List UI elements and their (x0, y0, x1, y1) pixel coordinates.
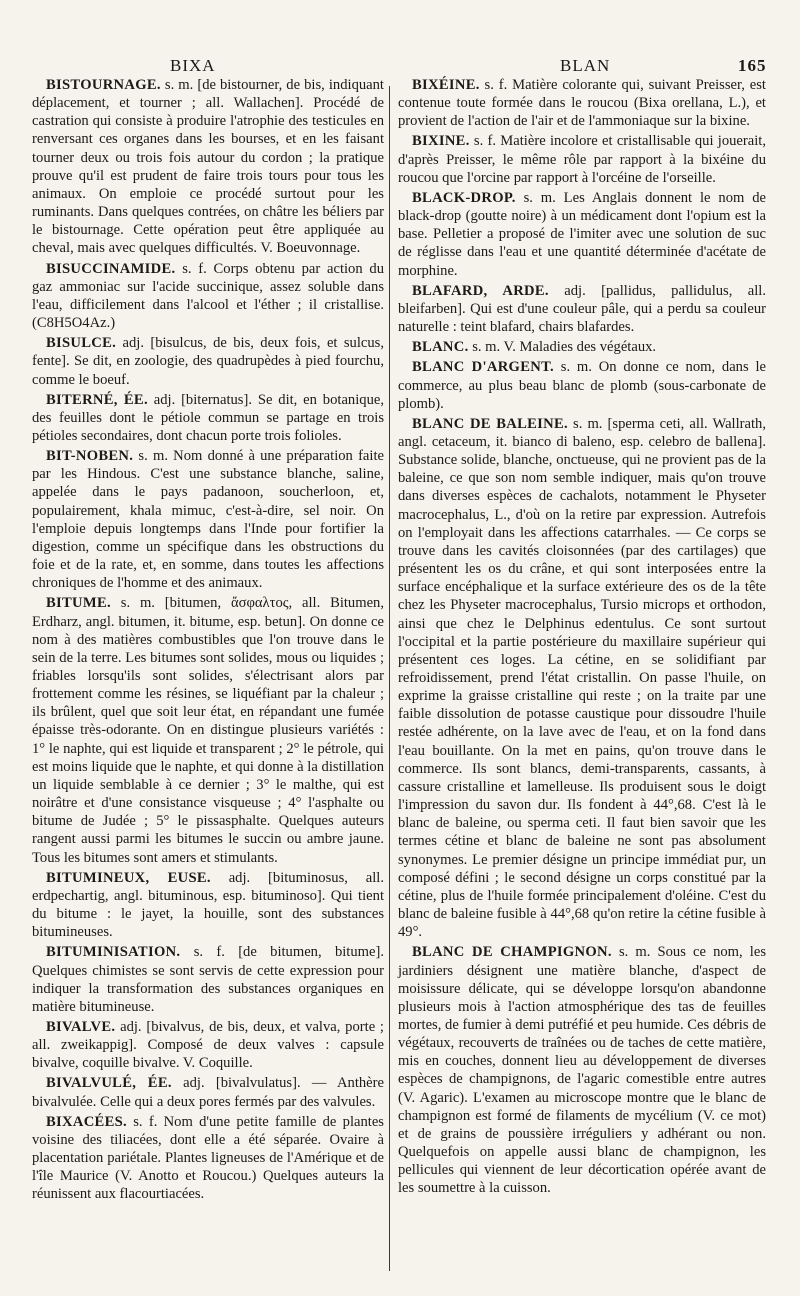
dictionary-entry (32, 1018, 384, 1072)
running-head-right: BLAN (560, 56, 611, 75)
entry-definition: s. f. Corps obtenu par action du gaz ammoniac sur l'acide succinique, assez soluble dans l'eau, difficilement dans l'alcool et l'éther ; il cristallise. (C8H5O4Az.) (32, 260, 384, 332)
entry-definition: s. f. [de bitumen, bitume]. Quelques chimistes se sont servis de cette expression pour indiquer la transformation des substances organiques en matière bitumineuse. (32, 944, 384, 1015)
dictionary-entry (398, 338, 766, 356)
entry-headword: BLANC DE BALEINE. (412, 415, 568, 432)
entry-headword: BITUME. (46, 595, 111, 612)
dictionary-entry (32, 334, 384, 388)
entry-definition: adj. [pallidus, pallidulus, all. bleifarben]. Qui est d'une couleur pâle, qui a perdu sa couleur naturelle : teint blafard, chairs blafardes. (398, 282, 766, 336)
dictionary-entry (32, 943, 384, 1016)
entry-definition: s. m. [bitumen, ἄσφαλτος, all. Bitumen, Erdharz, angl. bitumen, it. bitume, esp. betun]. On donne ce nom à des matières combustibles que l'on trouve dans le sein de la terre. Les bitumes sont solides, mous ou liquides ; friables lorsqu'ils sont solides, s'électrisant alors par frottement comme les résines, se liquéfiant par la chaleur ; ils brûlent, quel que soit leur état, en répandant une fumée épaisse très-odorante. On en distingue plusieurs variétés : 1° le naphte, qui est liquide et transparent ; 2° le pétrole, qui est moins liquide que le naphte, et qui donne à la distillation un liquide semblable à ce dernier ; 3° le malthe, qui est noirâtre et d'une consistance visqueuse ; 4° l'asphalte ou bitume de Judée ; 5° le pissasphalte. Quelques auteurs rangent aussi parmi les bitumes le succin ou ambre jaune. Tous les bitumes sont amers et stimulants. (32, 595, 384, 866)
dictionary-entry (32, 447, 384, 592)
running-head-left: BIXA (170, 56, 216, 75)
entry-definition: s. m. Nom donné à une préparation faite par les Hindous. C'est une substance blanche, saline, appelée dans le pays padanoon, soucherloon, et, populairement, khala mimuc, c'est-à-dire, sel noir. On l'emploie depuis longtemps dans l'Inde pour fortifier la digestion, comme un spécifique dans les obstructions du foie et de la rate, et, en somme, dans toutes les affections chroniques de l'homme et des animaux. (32, 448, 384, 592)
entry-headword: BIVALVULÉ, ÉE. (46, 1075, 172, 1092)
entry-definition: s. m. On donne ce nom, dans le commerce, au plus beau blanc de plomb (sous-carbonate de plomb). (398, 359, 766, 412)
entry-definition: s. m. Les Anglais donnent le nom de black-drop (goutte noire) à un médicament dont l'opium est la base. Pelletier a proposé de l'imiter avec une solution de suc de réglisse dans l'eau et une quantité déterminée d'acétate de morphine. (398, 189, 766, 279)
dictionary-entry (32, 391, 384, 445)
dictionary-entry (398, 189, 766, 280)
dictionary-entry (32, 1074, 384, 1110)
entry-definition: s. f. Matière colorante qui, suivant Preisser, est contenue toute formée dans le roucou (Bixa orellana, L.), et provient de l'action de l'air et de l'ammoniaque sur la bixine. (398, 77, 766, 130)
dictionary-entry (32, 594, 384, 866)
dictionary-entry (398, 282, 766, 336)
dictionary-entry (32, 1113, 384, 1204)
entry-headword: BITUMINEUX, EUSE. (46, 869, 211, 886)
dictionary-entry (398, 415, 766, 942)
entry-definition: s. f. Matière incolore et cristallisable qui jouerait, d'après Preisser, le même rôle par rapport à la bixéine du roucou que l'orcine par rapport à l'orcéine de l'orseille. (398, 133, 766, 186)
entry-headword: BLANC DE CHAMPIGNON. (412, 944, 612, 961)
entry-definition: s. m. Sous ce nom, les jardiniers désignent une matière blanche, d'aspect de moisissure délicate, qui se développe lorsqu'on abandonne plusieurs mois à l'action atmosphérique des tas de feuilles mortes, de fumier à demi putréfié et peu humide. Ces débris de végétaux, recouverts de traînées ou de taches de cette matière, mis en couches, donnent lieu au développement de diverses espèces de champignons, de l'agaric comestible entre autres (V. Agaric). L'examen au microscope montre que le blanc de champignon est formé de filaments de mycélium (V. ce mot) et de grains de poussière irréguliers y adhérant ou non. Quelquefois on appelle aussi blanc de champignon, les pellicules qui viennent de leur décortication opérée avant de les soumettre à la cuisson. (398, 944, 766, 1197)
entry-definition: s. f. Nom d'une petite famille de plantes voisine des tiliacées, dont elle a été séparée. Ovaire à placentation pariétale. Plantes ligneuses de l'Amérique et de l'île Maurice (V. Anotto et Roucou.) Quelques auteurs la réunissent aux flacourtiacées. (32, 1113, 384, 1203)
column-divider (389, 86, 390, 1271)
left-column (32, 76, 384, 1206)
right-column (398, 76, 766, 1200)
entry-headword: BITERNÉ, ÉE. (46, 391, 148, 408)
dictionary-entry (398, 132, 766, 186)
entry-definition: s. m. [de bistourner, de bis, indiquant déplacement, et tourner ; all. Wallachen]. Procédé de castration qui consiste à produire l'atrophie des testicules en renversant ces organes dans les bourses, et en les faisant tourner deux ou trois fois autour du cordon ; la pratique prouve qu'il est prudent de faire trois tours pour tous les animaux. On emploie ce procédé surtout pour les ruminants. Dans quelques contrées, on châtre les béliers par le bistournage. Cette opération peut être appliquée au cheval, mais avec quelques difficultés. V. Boeuvonnage. (32, 77, 384, 257)
entry-headword: BIXÉINE. (412, 77, 480, 93)
entry-definition: adj. [bituminosus, all. erdpechartig, angl. bituminous, esp. bituminoso]. Qui tient du bitume : le jayet, la houille, sont des substances bitumineuses. (32, 869, 384, 941)
entry-headword: BLACK-DROP. (412, 189, 516, 206)
entry-definition: adj. [bivalvus, de bis, deux, et valva, porte ; all. zweikappig]. Composé de deux valves : capsule bivalve, coquille bivalve. V. Coquille. (32, 1018, 384, 1072)
entry-headword: BLANC. (412, 339, 469, 356)
dictionary-entry (398, 76, 766, 130)
page-number: 165 (738, 56, 767, 75)
dictionary-entry (32, 869, 384, 942)
entry-headword: BISULCE. (46, 335, 117, 352)
dictionary-entry (32, 76, 384, 258)
dictionary-entry (398, 943, 766, 1197)
entry-headword: BLANC D'ARGENT. (412, 359, 554, 376)
entry-definition: adj. [bivalvulatus]. — Anthère bivalvulée. Celle qui a deux pores fermés par des valvules. (32, 1075, 384, 1110)
entry-definition: adj. [biternatus]. Se dit, en botanique, des feuilles dont le pétiole commun se partage en trois pétioles secondaires, dont chacun porte trois folioles. (32, 391, 384, 444)
entry-headword: BIXINE. (412, 133, 470, 150)
entry-definition: s. m. [sperma ceti, all. Wallrath, angl. cetaceum, it. bianco di baleno, esp. celebro de ballena]. Substance solide, blanche, onctueuse, qui ne provient pas de la baleine, ce que son nom semble indiquer, mais qu'on trouve dans diverses espèces de cachalots, notamment le Physeter macrocephalus, L., d'où on la retire par expression. Autrefois on l'employait dans les affections catarrhales. — Ce corps se trouve dans les cavités cloisonnées (par des cartilages) que présentent les os du crâne, et qui sont interposées entre la surface encéphalique et la surface extérieure des os de la tête chez les Physeter macrocephalus, Tursio microps et orthodon, ainsi que chez le Delphinus edentulus. Ce sont surtout l'occipital et la partie postérieure du maxillaire supérieur qui présentent ces loges. La cétine, en se solidifiant par refroidissement, prend l'état cristallin. On passe l'huile, on exprime la graisse cristalline qui reste ; on la traite par une faible dissolution de potasse caustique pour dissoudre l'huile restée adhérente, on la lave avec de l'eau, et on la fond dans l'eau bouillante. On la met en pains, qu'on trouve dans le commerce. Ils sont blancs, demi-transparents, cassants, à cassure cristalline et lamelleuse. Ils produisent sous le doigt l'impression du savon dur. Ils fondent à 44°,68. C'est là le blanc de baleine, ou sperma ceti. Il faut bien savoir que les termes cétine et blanc de baleine ne sont pas absolument synonymes. Le premier désigne un principe immédiat pur, un composé défini ; le second désigne un corps constitué par la cétine, plus de l'huile formée principalement d'oléine. C'est du blanc de baleine fusible à 44°,68 qu'on retire la cétine fusible à 49°. (398, 415, 766, 941)
entry-headword: BIXACÉES. (46, 1113, 127, 1130)
entry-headword: BISUCCINAMIDE. (46, 260, 176, 277)
entry-definition: s. m. V. Maladies des végétaux. (468, 339, 657, 356)
entry-headword: BISTOURNAGE. (46, 77, 161, 93)
dictionary-entry (398, 358, 766, 412)
entry-headword: BLAFARD, ARDE. (412, 282, 549, 299)
entry-headword: BIVALVE. (46, 1018, 116, 1035)
entry-headword: BIT-NOBEN. (46, 448, 134, 465)
entry-definition: adj. [bisulcus, de bis, deux fois, et sulcus, fente]. Se dit, en zoologie, des quadrupèdes à pied fourchu, comme le boeuf. (32, 335, 384, 388)
entry-headword: BITUMINISATION. (46, 944, 181, 961)
dictionary-entry (32, 260, 384, 333)
